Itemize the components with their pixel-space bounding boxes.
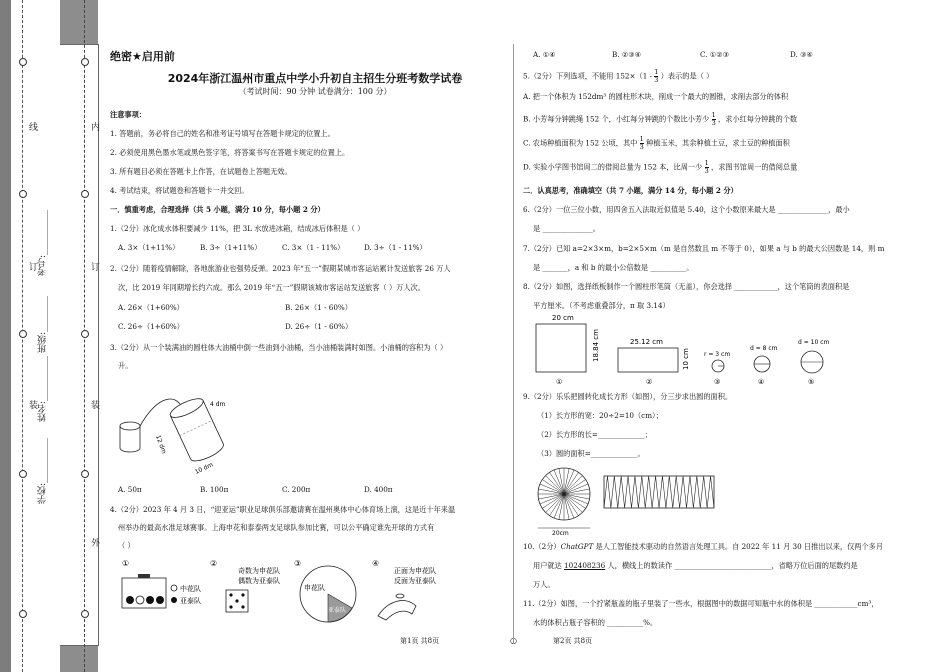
question-stem: 1.（2分）冰化成水体积要减少 11%，把 3L 水放进冰箱，结成冰后体积是（ ） <box>110 224 365 233</box>
question-stem: 是 _______，a 和 b 的最小公倍数是 __________。 <box>533 263 694 272</box>
question-stem: 6.（2分）一位三位小数，用四舍五入法取近似值是 5.40，这个小数原来最大是 ______________，最小 <box>523 205 850 214</box>
ring-hole <box>19 190 27 198</box>
fig-label: 18.84 cm <box>592 329 600 362</box>
question-step: （1）长方形的宽：20÷2=10（cm）； <box>537 411 663 420</box>
section-heading: 一．慎重考虑，合理选择（共 5 小题，满分 10 分，每小题 2 分） <box>110 205 325 214</box>
question-stem: 州举办的最高水准足球赛事。上海申花和泰泰两支足球队参加比赛，可以公平确定谁先开球的方式有 <box>118 523 435 532</box>
zigzag-line <box>604 476 714 508</box>
option[interactable]: D. 400π <box>364 485 393 494</box>
cardboard-figure <box>526 312 856 388</box>
fig-label: d = 8 cm <box>750 345 778 352</box>
binding-sheet <box>60 44 99 646</box>
question-stem: 9.（2分）乐乐把圆转化成长方形（如图），分三步求出圆的面积。 <box>523 392 733 401</box>
fig-label: 正面为申花队 <box>394 567 436 575</box>
fig-number: ④ <box>758 378 765 386</box>
fig-label: r = 3 cm <box>704 351 731 358</box>
ring-hole <box>81 610 89 618</box>
question-stem: 3.（2分）从一个装满油的圆柱体大油桶中倒一些油到小油桶，当小油桶装满时如图。小油桶的容积为（ ） <box>110 343 448 352</box>
circle-to-rectangle-figure <box>530 462 730 536</box>
fig-label: 25.12 cm <box>630 338 663 346</box>
question-stem: （ ） <box>118 541 135 550</box>
school-field[interactable]: 学校:__________ <box>38 438 48 505</box>
option[interactable]: C. ①②③ <box>700 50 730 59</box>
confidential-label: 绝密★启用前 <box>110 50 175 63</box>
name-field[interactable]: 姓名:__________ <box>38 356 48 423</box>
ring-hole <box>81 470 89 478</box>
fig-label: d = 10 cm <box>798 339 830 346</box>
option[interactable]: B. 3÷（1+11%） <box>200 243 262 252</box>
option[interactable]: D. 3÷（1 - 11%） <box>364 243 427 252</box>
ring-hole <box>19 470 27 478</box>
oil-barrel-figure <box>116 388 236 480</box>
ring-hole <box>19 330 27 338</box>
question-stem: 8.（2分）如图，选择纸板制作一个圆柱形笔筒（无盖），你会选择 ____________，这个笔筒的表面积是 <box>523 282 850 291</box>
question-stem: 11.（2分）如图，一个拧紧瓶盖的瓶子里装了一些水，根据图中的数据可知瓶中水的体积是 ____________cm³， <box>523 599 879 608</box>
class-field[interactable]: 班级:________ <box>38 296 48 354</box>
question-stem: 4.（2分）2023 年 4 月 3 日，“迎亚运”职业足球俱乐部邀请赛在温州奥体中心体育场上演，这是近十年来温 <box>110 505 456 514</box>
binding-strip <box>0 0 11 672</box>
ring-hole <box>81 190 89 198</box>
option[interactable]: C. 26÷（1+60%） <box>118 322 184 331</box>
option[interactable]: A. 50π <box>118 485 142 494</box>
option[interactable]: B. ②③④ <box>612 50 642 59</box>
fig-number: ④ <box>372 559 380 568</box>
fig-label: 申花队 <box>304 584 325 592</box>
fig-label: 中花队 <box>180 585 201 593</box>
question-stem: 7.（2分）已知 a=2×3×m，b=2×5×m（m 是自然数且 m 不等于 0），如果 a 与 b 的最大公因数是 14，则 m <box>523 244 885 253</box>
grey-block-bottom <box>60 644 98 672</box>
ring-hole <box>81 330 89 338</box>
fig-number: ⑤ <box>808 378 815 386</box>
question-stem: 用户就达 102408236 人，横线上的数读作 ___________________________，省略万位后面的尾数约是 <box>533 561 858 570</box>
fig-label: 偶数为亚泰队 <box>238 577 280 585</box>
label-12dm: 12 dm <box>154 434 168 455</box>
binding-mark: 外 <box>89 538 99 547</box>
label-10dm: 10 dm <box>193 461 215 476</box>
footer-circle: ○ <box>510 636 517 645</box>
question-step: （3）圆的面积=_____________。 <box>537 449 645 458</box>
binding-mark: 订 <box>27 262 37 271</box>
option[interactable]: A. 把一个体积为 152dm³ 的圆柱形木块，削成一个最大的圆锥，求削去部分的体积 <box>523 92 789 101</box>
option[interactable]: B. 100π <box>200 485 229 494</box>
notes-heading: 注意事项： <box>110 110 146 119</box>
ring-hole <box>81 58 89 66</box>
question-stem: 平方厘米。（不考虑重叠部分，π 取 3.14） <box>533 301 670 310</box>
fig-label: 20 cm <box>552 314 574 322</box>
option[interactable]: D. ③④ <box>790 50 813 59</box>
option[interactable]: A. 3×（1+11%） <box>118 243 180 252</box>
grey-block-top <box>60 0 98 44</box>
sector-line <box>546 494 564 512</box>
page-number-right: 第2页 共8页 <box>553 637 593 645</box>
sector-line <box>564 494 582 512</box>
binding-mark: 订 <box>89 262 99 271</box>
option[interactable]: C. 3×（1 - 11%） <box>282 243 345 252</box>
option[interactable]: D. 实验小学图书馆周二的借阅总量为 152 本，比周一少 $\frac{1}{3}$ ，求图书馆周一的借阅总量 <box>523 159 798 175</box>
sector-line <box>546 476 564 494</box>
question-stem: 10.（2分）ChatGPT 是人工智能技术驱动的自然语言处理工具。自 2022 年 11 月 30 日推出以来，仅两个多月 <box>523 542 884 551</box>
fig-number: ② <box>646 378 653 386</box>
fig-label: 反面为亚泰队 <box>394 577 436 585</box>
option[interactable]: B. 小芳每分钟跳绳 152 个，小红每分钟跳的个数比小芳少 $\frac{1}{3}$ ，求小红每分钟跳的个数 <box>523 111 798 127</box>
page-title: 2024年浙江温州市重点中学小升初自主招生分班考数学试卷 <box>167 72 463 85</box>
option[interactable]: C. 农场种植面积为 152 公顷，其中 $\frac{1}{3}$ 种植玉米，其余种植土豆，求土豆的种植面积 <box>523 135 790 151</box>
binding-mark: 装 <box>27 400 37 409</box>
note-item: 3. 所有题目必须在答题卡上作答，在试题卷上答题无效。 <box>110 167 292 176</box>
kickoff-methods-figure <box>116 556 436 628</box>
page-number-left: 第1页 共8页 <box>400 637 440 645</box>
exam-number-field[interactable]: 考号:__________ <box>38 210 48 277</box>
option[interactable]: A. 26×（1+60%） <box>118 303 184 312</box>
binding-mark: 装 <box>89 400 99 409</box>
option[interactable]: D. 26÷（1 - 60%） <box>285 322 353 331</box>
fig-label: 亚泰队 <box>180 597 201 605</box>
fig-number: ① <box>122 559 130 568</box>
ring-hole <box>19 610 27 618</box>
binding-mark: 线 <box>27 122 37 131</box>
question-stem: 水的体积占瓶子容积的 __________%。 <box>533 618 658 627</box>
question-stem: 升。 <box>118 361 133 370</box>
fig-label: 亚泰队 <box>328 607 347 614</box>
note-item: 4. 考试结束，将试题卷和答题卡一并交回。 <box>110 186 249 195</box>
binding-mark: 内 <box>89 122 99 131</box>
sector-line <box>564 476 582 494</box>
column-divider <box>513 44 514 644</box>
note-item: 2. 必须使用黑色墨水笔或黑色签字笔，将答案书写在答题卡规定的位置上。 <box>110 148 350 157</box>
fig-label: 奇数为申花队 <box>238 567 280 575</box>
exam-info: （考试时间：90 分钟 试卷满分：100 分） <box>238 87 392 96</box>
question-stem: 是 ______________。 <box>533 224 600 233</box>
question-stem: 2.（2分）随着疫情解除，各地旅游业也强势反弹。2023 年“五一”假期某城市客运站累计发送旅客 26 万人 <box>110 264 451 273</box>
fig-label: 10 cm <box>682 348 690 370</box>
question-stem: 万人。 <box>533 580 555 589</box>
section-heading: 二．认真思考，准确填空（共 7 小题，满分 14 分，每小题 2 分） <box>523 186 738 195</box>
ring-hole <box>19 58 27 66</box>
question-stem: 5.（2分）下列选项，不能用 152×（1 - $\frac{1}{3}$ ）表示的是（ ） <box>523 68 714 84</box>
option[interactable]: A. ①④ <box>533 50 556 59</box>
fig-number: ③ <box>294 559 302 568</box>
option[interactable]: C. 200π <box>282 485 311 494</box>
fig-number: ① <box>556 378 563 386</box>
fig-label: 20cm <box>552 530 569 536</box>
note-item: 1. 答题前，务必将自己的姓名和准考证号填写在答题卡规定的位置上。 <box>110 129 335 138</box>
option[interactable]: B. 26×（1 - 60%） <box>285 303 352 312</box>
label-4dm: 4 dm <box>210 401 226 408</box>
fig-number: ② <box>210 559 218 568</box>
question-step: （2）长方形的长=_____________； <box>537 430 652 439</box>
fig-number: ③ <box>714 378 721 386</box>
binding-margin <box>0 0 100 672</box>
question-stem: 次，比 2019 年同期增长约六成。那么 2019 年“五一”假期该城市客运站发送旅客（ ）万人次。 <box>118 283 425 292</box>
